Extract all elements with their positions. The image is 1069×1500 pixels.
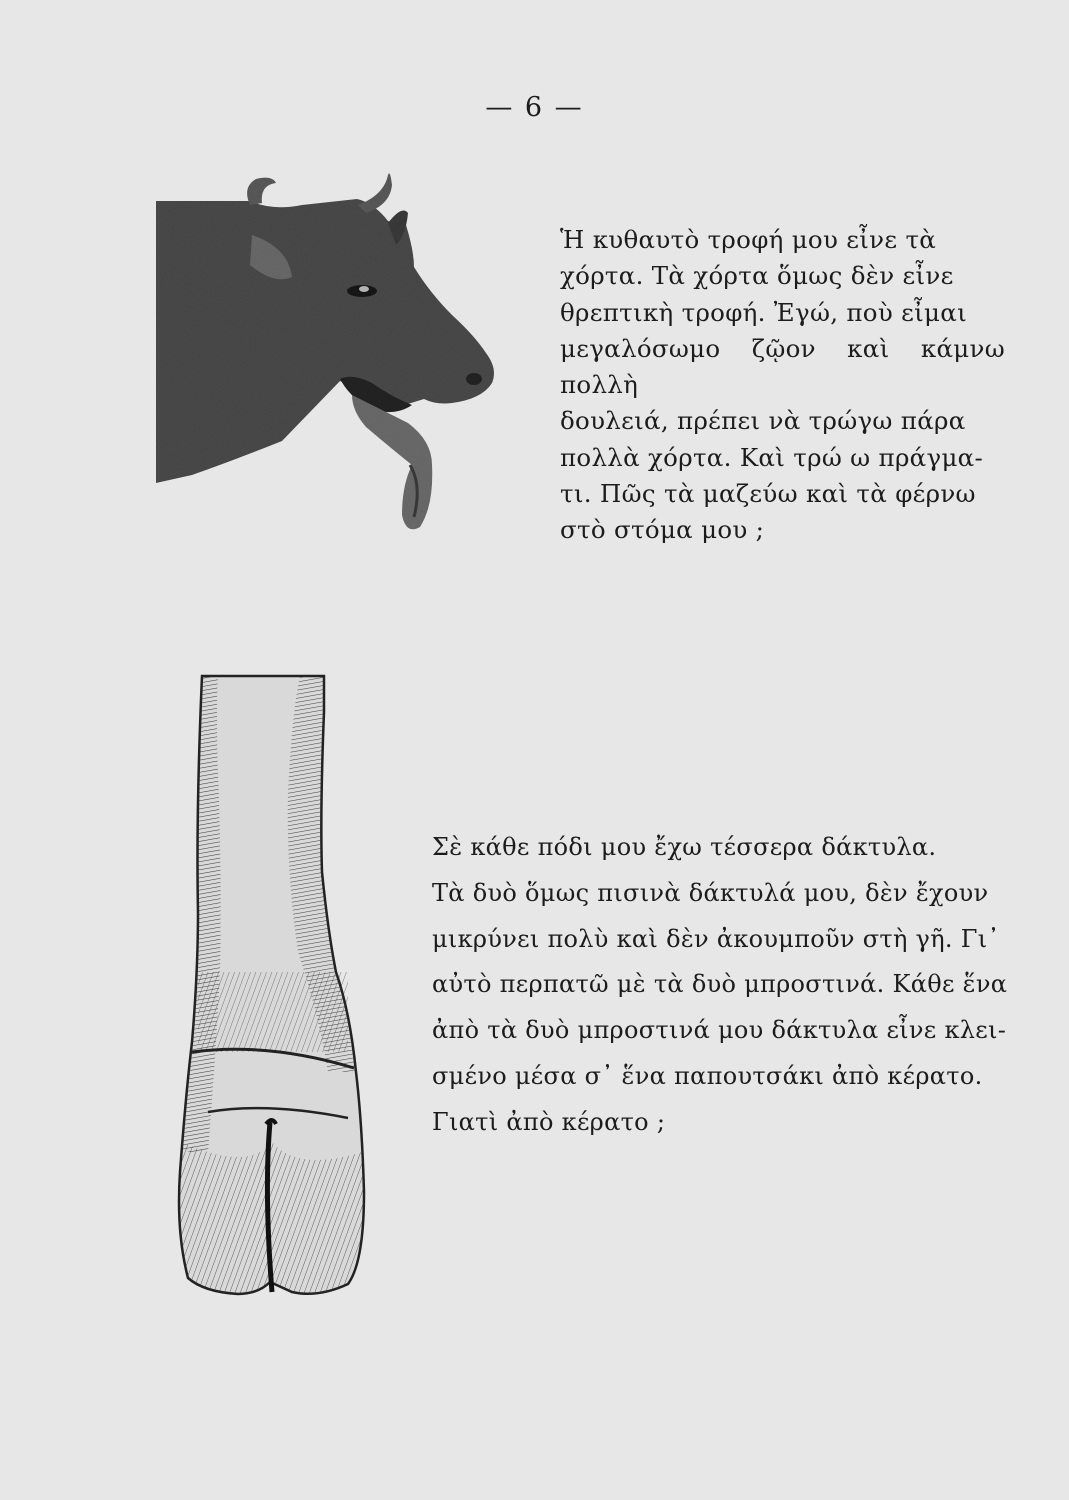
text-line: πολλὰ χόρτα. Καὶ τρώ ω πράγμα- — [560, 442, 984, 472]
hoof-illustration — [168, 672, 368, 1302]
text-line: στὸ στόμα μου ; — [560, 515, 765, 545]
cow-head-icon — [152, 165, 502, 540]
text-line: δουλειά, πρέπει νὰ τρώγω πάρα — [560, 406, 966, 436]
text-line: Ἡ κυθαυτὸ τροφή μου εἶνε τὰ — [560, 225, 937, 254]
hoof-icon — [168, 672, 368, 1302]
text-line: Σὲ κάθε πόδι μου ἔχω τέσσερα δάκτυλα. — [432, 833, 937, 861]
text-line: μεγαλόσωμο ζῷον καὶ κάμνω πολλὴ — [560, 333, 1005, 400]
text-line: θρεπτικὴ τροφή. Ἐγώ, ποὺ εἶμαι — [560, 297, 968, 327]
text-line: ἀπὸ τὰ δυὸ μπροστινά μου δάκτυλα εἶνε κλει- — [432, 1016, 1007, 1045]
cow-head-illustration — [152, 165, 502, 540]
text-line: Γιατὶ ἀπὸ κέρατο ; — [432, 1107, 666, 1136]
text-line: τι. Πῶς τὰ μαζεύω καὶ τὰ φέρνω — [560, 479, 976, 509]
text-line: αὐτὸ περπατῶ μὲ τὰ δυὸ μπροστινά. Κάθε ἕνα — [432, 970, 1008, 999]
text-line: χόρτα. Τὰ χόρτα ὅμως δὲν εἶνε — [560, 261, 954, 291]
text-line: σμένο μέσα σ᾽ ἕνα παπουτσάκι ἀπὸ κέρατο. — [432, 1061, 983, 1090]
page-number: — 6 — — [485, 92, 584, 123]
text-line: Τὰ δυὸ ὅμως πισινὰ δάκτυλά μου, δὲν ἔχουν — [432, 878, 989, 907]
paragraph-food — [560, 222, 1005, 549]
text-line: μικρύνει πολὺ καὶ δὲν ἀκουμποῦν στὴ γῆ. Γι᾽ — [432, 924, 1000, 953]
paragraph-toes — [432, 825, 1030, 1146]
